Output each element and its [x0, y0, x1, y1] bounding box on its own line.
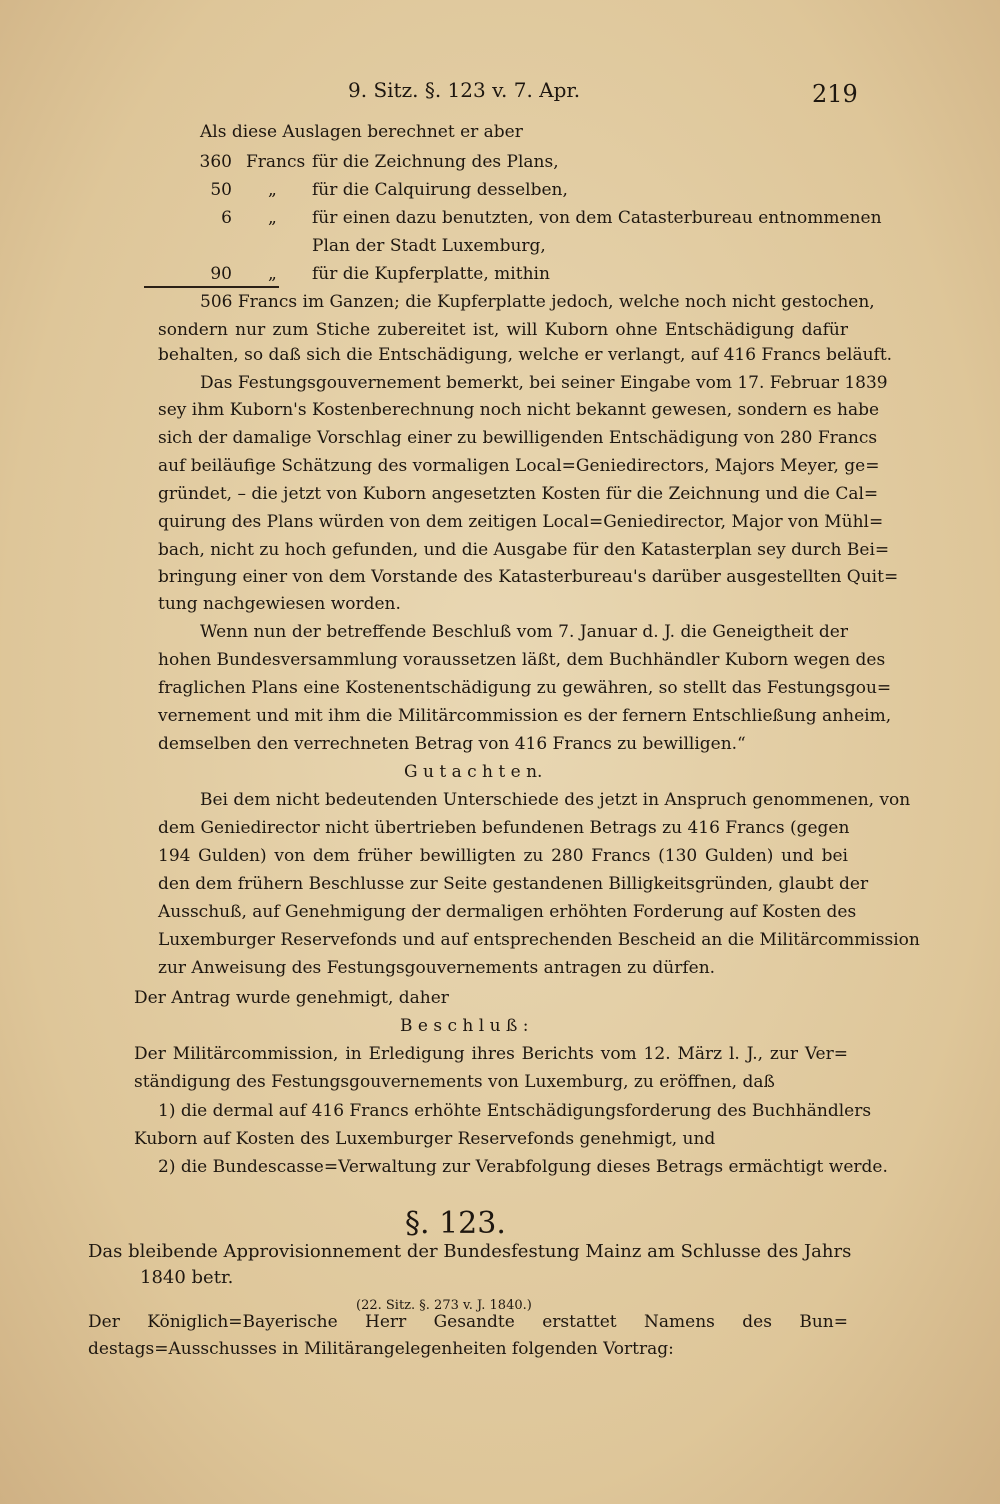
text-line: ständigung des Festungsgouvernements von Luxemburg, zu eröffnen, daß [134, 1072, 775, 1092]
cost-text: für die Kupferplatte, mithin [312, 264, 550, 284]
sum-rule [144, 286, 279, 288]
heading-beschluss: B e s c h l u ß : [400, 1016, 529, 1036]
text-line: fraglichen Plans eine Kostenentschädigung zu gewähren, so stellt das Festungsgou= [158, 678, 892, 698]
text-line: Der Königlich=Bayerische Herr Gesandte erstattet Namens des Bun= [88, 1312, 848, 1332]
text-line: gründet, – die jetzt von Kuborn angesetzten Kosten für die Zeichnung und die Cal= [158, 484, 879, 504]
text-line: sich der damalige Vorschlag einer zu bewilligenden Entschädigung von 280 Francs [158, 428, 878, 448]
cost-text: für die Zeichnung des Plans, [312, 152, 559, 172]
text-line: Luxemburger Reservefonds und auf entsprechenden Bescheid an die Militärcommission [158, 930, 920, 950]
text-line: bach, nicht zu hoch gefunden, und die Ausgabe für den Katasterplan sey durch Bei= [158, 540, 890, 560]
text-line: behalten, so daß sich die Entschädigung, welche er verlangt, auf 416 Francs beläuft. [158, 345, 893, 365]
text-line: Der Militärcommission, in Erledigung ihres Berichts vom 12. März l. J., zur Ver= [134, 1044, 848, 1064]
cost-unit: „ [268, 180, 277, 200]
text-line: Das Festungsgouvernement bemerkt, bei seiner Eingabe vom 17. Februar 1839 [200, 373, 888, 393]
cost-amount: 360 [199, 152, 232, 172]
cost-unit: „ [268, 264, 277, 284]
text-line: quirung des Plans würden von dem zeitigen Local=Geniedirector, Major von Mühl= [158, 512, 884, 532]
cost-unit: „ [268, 208, 277, 228]
text-line: destags=Ausschusses in Militärangelegenheiten folgenden Vortrag: [88, 1339, 674, 1359]
cost-text: für die Calquirung desselben, [312, 180, 568, 200]
reference-note: (22. Sitz. §. 273 v. J. 1840.) [356, 1298, 532, 1313]
page-number: 219 [812, 80, 858, 108]
text-line: 2) die Bundescasse=Verwaltung zur Verabfolgung dieses Betrags ermächtigt werde. [158, 1157, 888, 1177]
section-title: Das bleibende Approvisionnement der Bundesfestung Mainz am Schlusse des Jahrs [88, 1241, 852, 1262]
cost-text: für einen dazu benutzten, von dem Catasterbureau entnommenen [312, 208, 882, 228]
heading-gutachten: G u t a c h t e n. [404, 762, 543, 782]
section-title-cont: 1840 betr. [140, 1267, 234, 1288]
text-line: sondern nur zum Stiche zubereitet ist, will Kuborn ohne Entschädigung dafür [158, 320, 848, 340]
text-line: auf beiläufige Schätzung des vormaligen Local=Geniedirectors, Majors Meyer, ge= [158, 456, 880, 476]
section-heading: §. 123. [405, 1206, 506, 1241]
text-line: 194 Gulden) von dem früher bewilligten zu 280 Francs (130 Gulden) und bei [158, 846, 848, 866]
cost-text: Plan der Stadt Luxemburg, [312, 236, 546, 256]
costs-intro: Als diese Auslagen berechnet er aber [200, 122, 523, 142]
text-line: 1) die dermal auf 416 Francs erhöhte Entschädigungsforderung des Buchhändlers [158, 1101, 872, 1121]
text-line: demselben den verrechneten Betrag von 416 Francs zu bewilligen.“ [158, 734, 746, 754]
text-line: bringung einer von dem Vorstande des Katasterbureau's darüber ausgestellten Quit= [158, 567, 899, 587]
running-title: 9. Sitz. §. 123 v. 7. Apr. [348, 78, 581, 102]
cost-amount: 90 [210, 264, 232, 284]
cost-amount: 50 [210, 180, 232, 200]
text-line: Ausschuß, auf Genehmigung der dermaligen erhöhten Forderung auf Kosten des [158, 902, 857, 922]
cost-amount: 6 [221, 208, 232, 228]
text-line: zur Anweisung des Festungsgouvernements antragen zu dürfen. [158, 958, 716, 978]
text-line: sey ihm Kuborn's Kostenberechnung noch nicht bekannt gewesen, sondern es habe [158, 400, 880, 420]
text-line: dem Geniedirector nicht übertrieben befundenen Betrags zu 416 Francs (gegen [158, 818, 850, 838]
text-line: 506 Francs im Ganzen; die Kupferplatte jedoch, welche noch nicht gestochen, [200, 292, 875, 312]
text-line: Kuborn auf Kosten des Luxemburger Reservefonds genehmigt, und [134, 1129, 716, 1149]
text-line: den dem frühern Beschlusse zur Seite gestandenen Billigkeitsgründen, glaubt der [158, 874, 869, 894]
text-line: tung nachgewiesen worden. [158, 594, 401, 614]
text-line: Der Antrag wurde genehmigt, daher [134, 988, 449, 1008]
text-line: vernement und mit ihm die Militärcommission es der fernern Entschließung anheim, [158, 706, 892, 726]
text-line: Wenn nun der betreffende Beschluß vom 7. Januar d. J. die Geneigtheit der [200, 622, 848, 642]
text-line: Bei dem nicht bedeutenden Unterschiede des jetzt in Anspruch genommenen, von [200, 790, 911, 810]
cost-unit: Francs [246, 152, 306, 172]
text-line: hohen Bundesversammlung voraussetzen läßt, dem Buchhändler Kuborn wegen des [158, 650, 886, 670]
